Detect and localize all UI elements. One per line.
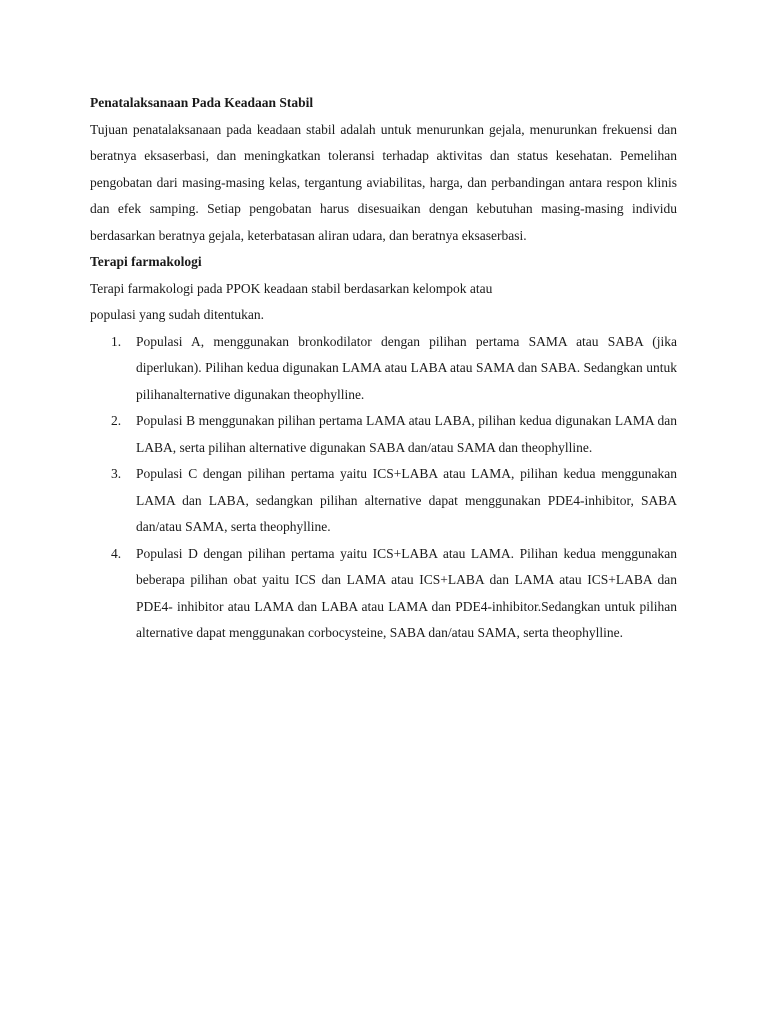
section-heading-penatalaksanaan: Penatalaksanaan Pada Keadaan Stabil (90, 95, 314, 110)
list-item (90, 461, 677, 541)
list-item-text: Populasi C dengan pilihan pertama yaitu ICS+LABA atau LAMA, pilihan kedua menggunakan LAMA dan LABA, sedangkan pilihan alternative dapat menggunakan PDE4-inhibitor, SABA dan/atau SAMA, serta theophylline. (136, 466, 677, 534)
list-item-text: Populasi B menggunakan pilihan pertama LAMA atau LABA, pilihan kedua digunakan LAMA dan LABA, serta pilihan alternative digunakan SABA dan/atau SAMA dan theophylline. (136, 413, 677, 455)
document-page (90, 90, 677, 647)
list-item (90, 329, 677, 409)
intro-line-2: populasi yang sudah ditentukan. (90, 307, 264, 322)
section-heading-terapi: Terapi farmakologi (90, 254, 202, 269)
list-number: 3. (111, 466, 122, 481)
list-item-text: Populasi A, menggunakan bronkodilator dengan pilihan pertama SAMA atau SABA (jika diperlukan). Pilihan kedua digunakan LAMA atau LABA atau SAMA dan SABA. Sedangkan untuk pilihanalternative digunakan theophylline. (136, 333, 677, 402)
numbered-list (90, 329, 677, 647)
list-item (90, 408, 677, 461)
list-number: 4. (111, 545, 122, 561)
list-number: 1. (111, 333, 122, 349)
list-item-text: Populasi D dengan pilihan pertama yaitu ICS+LABA atau LAMA. Pilihan kedua menggunakan beberapa pilihan obat yaitu ICS dan LAMA atau ICS+LABA dan LAMA atau ICS+LABA dan PDE4- inhibitor atau LAMA dan LABA atau LAMA dan PDE4-inhibitor.Sedangkan untuk pilihan alternative dapat menggunakan corbocysteine, SABA dan/atau SAMA, serta theophylline. (136, 545, 677, 640)
intro-line-1: Terapi farmakologi pada PPOK keadaan stabil berdasarkan kelompok atau (90, 280, 493, 296)
paragraph-tujuan: Tujuan penatalaksanaan pada keadaan stabil adalah untuk menurunkan gejala, menurunkan frekuensi dan beratnya eksaserbasi, dan meningkatkan toleransi terhadap aktivitas dan status kesehatan. Pemelihan pengobatan dari masing-masing kelas, tergantung aviabilitas, harga, dan perbandingan antara respon klinis dan efek samping. Setiap pengobatan harus disesuaikan dengan kebutuhan masing-masing individu berdasarkan beratnya gejala, keterbatasan aliran udara, dan beratnya eksaserbasi. (90, 121, 677, 243)
list-item (90, 541, 677, 647)
list-number: 2. (111, 413, 122, 428)
